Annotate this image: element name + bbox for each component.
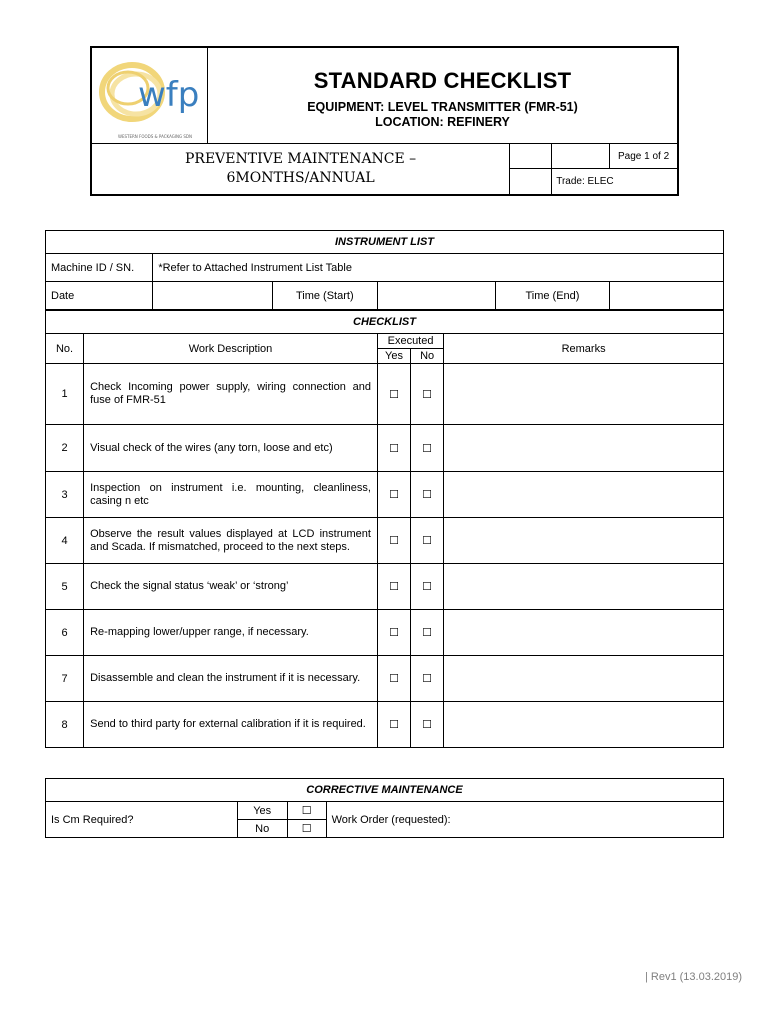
cm-yes-label: Yes bbox=[237, 802, 287, 820]
time-end-field[interactable] bbox=[609, 282, 723, 311]
date-field[interactable] bbox=[153, 282, 272, 311]
yes-checkbox[interactable]: ☐ bbox=[377, 564, 410, 610]
table-row bbox=[46, 702, 724, 748]
maintenance-type-line1: PREVENTIVE MAINTENANCE – bbox=[185, 151, 417, 167]
item-number: 6 bbox=[46, 610, 84, 656]
item-number: 2 bbox=[46, 425, 84, 472]
remarks-field[interactable] bbox=[444, 425, 724, 472]
blank-cell bbox=[510, 144, 552, 169]
item-description: Re-mapping lower/upper range, if necessary. bbox=[84, 610, 378, 656]
item-description: Disassemble and clean the instrument if it is necessary. bbox=[84, 656, 378, 702]
corrective-maintenance-title: CORRECTIVE MAINTENANCE bbox=[46, 779, 724, 802]
machine-id-value: *Refer to Attached Instrument List Table bbox=[153, 254, 724, 282]
checklist-title: CHECKLIST bbox=[46, 310, 724, 334]
col-header-no: No. bbox=[46, 334, 84, 364]
no-checkbox[interactable]: ☐ bbox=[411, 425, 444, 472]
yes-checkbox[interactable]: ☐ bbox=[377, 425, 410, 472]
item-number: 7 bbox=[46, 656, 84, 702]
maintenance-type-cell bbox=[91, 144, 510, 196]
item-number: 3 bbox=[46, 472, 84, 518]
remarks-field[interactable] bbox=[444, 518, 724, 564]
no-checkbox[interactable]: ☐ bbox=[411, 472, 444, 518]
logo-text: wfp bbox=[138, 75, 200, 115]
col-header-work-description: Work Description bbox=[84, 334, 378, 364]
item-description: Visual check of the wires (any torn, loose and etc) bbox=[84, 425, 378, 472]
remarks-field[interactable] bbox=[444, 610, 724, 656]
item-description: Check the signal status ‘weak’ or ‘strong’ bbox=[84, 564, 378, 610]
title-cell bbox=[208, 47, 679, 144]
remarks-field[interactable] bbox=[444, 364, 724, 425]
item-description: Check Incoming power supply, wiring connection and fuse of FMR-51 bbox=[84, 364, 378, 425]
document-header bbox=[90, 46, 679, 196]
item-number: 8 bbox=[46, 702, 84, 748]
time-start-label: Time (Start) bbox=[272, 282, 377, 311]
no-checkbox[interactable]: ☐ bbox=[411, 564, 444, 610]
remarks-field[interactable] bbox=[444, 472, 724, 518]
document-title: STANDARD CHECKLIST bbox=[313, 68, 572, 93]
table-row bbox=[46, 656, 724, 702]
company-logo bbox=[92, 48, 205, 143]
location-line: LOCATION: REFINERY bbox=[375, 115, 510, 129]
cm-yes-checkbox[interactable]: ☐ bbox=[287, 802, 326, 820]
no-checkbox[interactable]: ☐ bbox=[411, 518, 444, 564]
no-checkbox[interactable]: ☐ bbox=[411, 610, 444, 656]
col-header-no-executed: No bbox=[411, 349, 444, 364]
page-number: Page 1 of 2 bbox=[610, 144, 678, 169]
remarks-field[interactable] bbox=[444, 702, 724, 748]
item-description: Send to third party for external calibration if it is required. bbox=[84, 702, 378, 748]
item-number: 1 bbox=[46, 364, 84, 425]
time-end-label: Time (End) bbox=[496, 282, 609, 311]
checklist-table bbox=[45, 230, 724, 748]
cm-no-label: No bbox=[237, 820, 287, 838]
item-number: 4 bbox=[46, 518, 84, 564]
instrument-list-title: INSTRUMENT LIST bbox=[46, 231, 724, 254]
yes-checkbox[interactable]: ☐ bbox=[377, 610, 410, 656]
col-header-remarks: Remarks bbox=[444, 334, 724, 364]
time-start-field[interactable] bbox=[377, 282, 495, 311]
no-checkbox[interactable]: ☐ bbox=[411, 702, 444, 748]
col-header-executed: Executed bbox=[377, 334, 443, 349]
blank-cell bbox=[552, 144, 610, 169]
maintenance-type-line2: 6MONTHS/ANNUAL bbox=[226, 170, 375, 186]
yes-checkbox[interactable]: ☐ bbox=[377, 472, 410, 518]
remarks-field[interactable] bbox=[444, 564, 724, 610]
col-header-yes: Yes bbox=[377, 349, 410, 364]
table-row bbox=[46, 610, 724, 656]
no-checkbox[interactable]: ☐ bbox=[411, 656, 444, 702]
cm-no-checkbox[interactable]: ☐ bbox=[287, 820, 326, 838]
table-row bbox=[46, 518, 724, 564]
corrective-maintenance-table bbox=[45, 778, 724, 838]
item-number: 5 bbox=[46, 564, 84, 610]
cm-required-label: Is Cm Required? bbox=[46, 802, 238, 838]
item-description: Observe the result values displayed at LCD instrument and Scada. If mismatched, proceed to the next steps. bbox=[84, 518, 378, 564]
logo-caption: WESTERN FOODS & PACKAGING SDN bbox=[118, 134, 193, 139]
no-checkbox[interactable]: ☐ bbox=[411, 364, 444, 425]
yes-checkbox[interactable]: ☐ bbox=[377, 518, 410, 564]
logo-cell bbox=[91, 47, 208, 144]
date-label: Date bbox=[46, 282, 153, 311]
trade-label: Trade: ELEC bbox=[552, 169, 678, 195]
table-row bbox=[46, 364, 724, 425]
machine-id-label: Machine ID / SN. bbox=[46, 254, 153, 282]
equipment-line: EQUIPMENT: LEVEL TRANSMITTER (FMR-51) bbox=[307, 100, 578, 114]
work-order-label: Work Order (requested): bbox=[326, 802, 723, 838]
item-description: Inspection on instrument i.e. mounting, cleanliness, casing n etc bbox=[84, 472, 378, 518]
table-row bbox=[46, 564, 724, 610]
yes-checkbox[interactable]: ☐ bbox=[377, 702, 410, 748]
table-row bbox=[46, 425, 724, 472]
remarks-field[interactable] bbox=[444, 656, 724, 702]
blank-cell bbox=[510, 169, 552, 195]
table-row bbox=[46, 472, 724, 518]
yes-checkbox[interactable]: ☐ bbox=[377, 364, 410, 425]
revision-footer: | Rev1 (13.03.2019) bbox=[645, 971, 743, 983]
yes-checkbox[interactable]: ☐ bbox=[377, 656, 410, 702]
